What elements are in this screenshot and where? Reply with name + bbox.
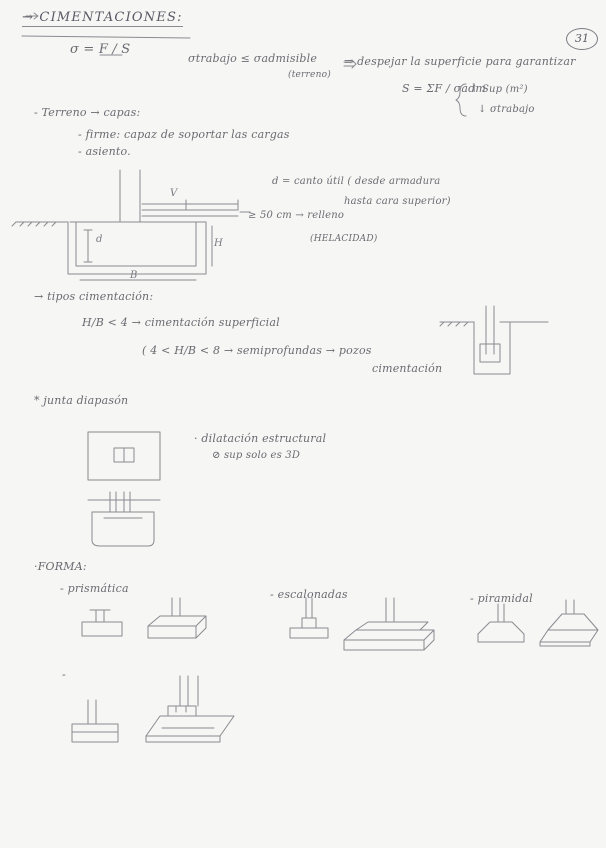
terreno-item-asiento: - asiento. xyxy=(78,145,131,158)
junta-plan-sketch xyxy=(88,432,160,480)
stress-condition: σtrabajo ≤ σadmisible xyxy=(188,52,318,65)
junta-heading: * junta diapasón xyxy=(34,394,129,407)
helada-note: (HELACIDAD) xyxy=(310,234,378,244)
tipos-line-semiprofundas: ( 4 < H/B < 8 → semiprofundas → pozos xyxy=(142,344,372,357)
junta-section-sketch xyxy=(88,492,160,546)
terreno-note: (terreno) xyxy=(288,70,331,80)
forma-piramidal-sketch xyxy=(478,600,598,646)
forma-prismatica-sketch xyxy=(82,598,206,638)
junta-note-dilatacion: · dilatación estructural xyxy=(194,432,327,445)
brace-down-note: ↓ σtrabajo xyxy=(478,104,535,115)
superficie-note: ⇒ despejar la superficie para garantizar xyxy=(344,55,576,68)
terreno-heading: - Terreno → capas: xyxy=(34,106,141,119)
pozo-sketch xyxy=(440,306,548,374)
canto-util-note-2: hasta cara superior) xyxy=(344,196,451,207)
forma-heading: ·FORMA: xyxy=(34,560,87,573)
superficie-formula: S = ΣF / σadm xyxy=(402,82,486,95)
footing-section-sketch xyxy=(12,170,250,281)
brace-up-note: ↑ Sup (m²) xyxy=(470,84,528,95)
label-d: d xyxy=(96,234,103,245)
forma-escalonadas: - escalonadas xyxy=(270,588,348,601)
tipos-line-superficial: H/B < 4 → cimentación superficial xyxy=(82,316,280,329)
forma-armadura-sketch xyxy=(72,676,234,742)
page-number: 31 xyxy=(566,28,598,50)
terreno-item-firme: - firme: capaz de soportar las cargas xyxy=(78,128,290,141)
forma-piramidal: - piramidal xyxy=(470,592,533,605)
forma-prismatica: - prismática xyxy=(60,582,129,595)
implies-arrow-icon xyxy=(344,60,356,68)
tipos-line-cimentacion: cimentación xyxy=(372,362,443,375)
label-v: V xyxy=(170,188,178,199)
label-h: H xyxy=(214,238,223,249)
canto-util-note: d = canto útil ( desde armadura xyxy=(272,176,441,187)
arrow-icon xyxy=(26,13,38,19)
label-b: B xyxy=(130,270,138,281)
page-title: → CIMENTACIONES: xyxy=(22,10,183,25)
tipos-heading: → tipos cimentación: xyxy=(34,290,154,303)
forma-dash: - xyxy=(62,668,66,681)
sigma-definition: σ = F / S xyxy=(70,42,131,57)
junta-note-3d: ⊘ sup solo es 3D xyxy=(212,450,301,461)
depth-note: ≥ 50 cm → relleno xyxy=(248,210,345,221)
forma-escalonadas-sketch xyxy=(290,598,434,650)
